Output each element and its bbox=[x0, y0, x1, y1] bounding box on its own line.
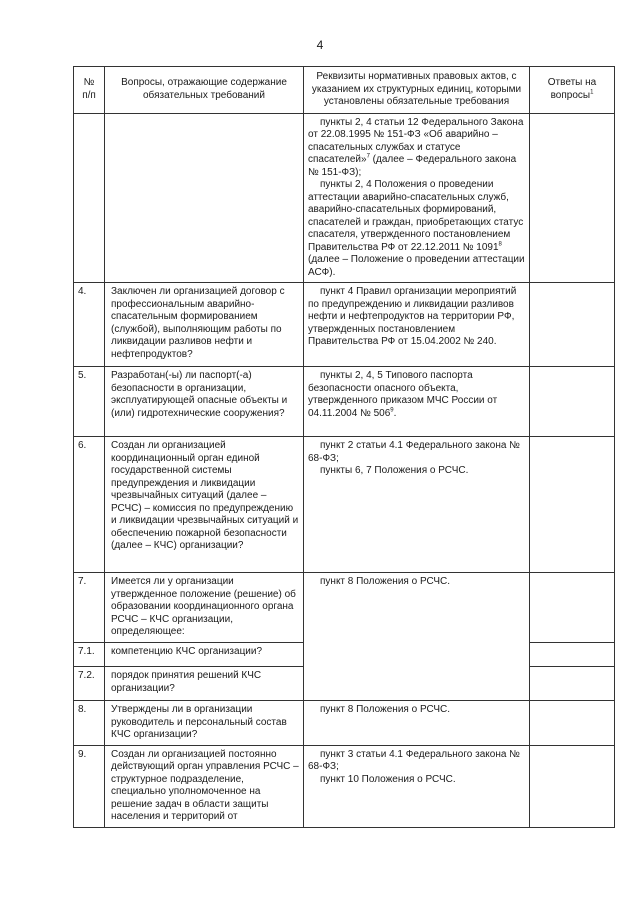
act-reference bbox=[308, 440, 525, 465]
row-number: 8. bbox=[74, 701, 105, 746]
row-number: 7. bbox=[74, 573, 105, 643]
act-text: пункт 4 Правил организации мероприятий по предупреждению и ликвидации разливов нефти и нефтепродуктов на территории РФ, утвержденных постановлением Правительства РФ от 15.04.2002 № 240. bbox=[308, 286, 517, 347]
act-text-tail: . bbox=[393, 407, 397, 419]
act-text: пункт 8 Положения о РСЧС. bbox=[320, 704, 451, 715]
act-reference bbox=[308, 179, 525, 279]
requirements-table bbox=[73, 66, 615, 828]
act-reference bbox=[308, 370, 525, 420]
answer-cell[interactable] bbox=[530, 367, 615, 437]
question-cell: Создан ли организацией координационный орган единой государственной системы предупреждения и ликвидации чрезвычайных ситуаций (далее – РСЧС) – комиссия по предупреждению и ликвидации чрезвычайных ситуаций и обеспечению пожарной безопасности (далее – КЧС) организации? bbox=[105, 437, 304, 573]
table-row bbox=[74, 437, 615, 573]
answer-cell[interactable] bbox=[530, 701, 615, 746]
footnote-mark: 9 bbox=[390, 407, 394, 414]
answer-cell[interactable] bbox=[530, 667, 615, 701]
act-text: пункты 2, 4 Положения о проведении аттестации аварийно-спасательных служб, аварийно-спасательных формирований, спасателей и граждан, приобретающих статус спасателя, утвержденного постановлением Правительства РФ от 22.12.2011 № 1091 bbox=[308, 179, 524, 253]
act-text: пункт 3 статьи 4.1 Федерального закона № 68-ФЗ; bbox=[308, 748, 520, 772]
table-row bbox=[74, 573, 615, 643]
row-number: 5. bbox=[74, 367, 105, 437]
question-cell: компетенцию КЧС организации? bbox=[105, 643, 304, 667]
cell-num bbox=[74, 113, 105, 283]
act-text: пункт 8 Положения о РСЧС. bbox=[320, 576, 451, 587]
acts-cell bbox=[304, 701, 530, 746]
act-text: пункты 2, 4, 5 Типового паспорта безопасности опасного объекта, утвержденного приказом МЧС России от 04.11.2004 № 506 bbox=[308, 370, 498, 419]
question-cell: Имеется ли у организации утвержденное положение (решение) об образовании координационного органа РСЧС – КЧС организации, определяющее: bbox=[105, 573, 304, 643]
table-row-continuation bbox=[74, 113, 615, 283]
answer-cell[interactable] bbox=[530, 283, 615, 367]
header-num-text: № п/п bbox=[82, 77, 96, 101]
table-row bbox=[74, 745, 615, 827]
acts-cell bbox=[304, 437, 530, 573]
act-reference bbox=[308, 465, 525, 478]
cell-acts bbox=[304, 113, 530, 283]
act-reference bbox=[308, 286, 525, 349]
table-row bbox=[74, 367, 615, 437]
answer-cell[interactable] bbox=[530, 437, 615, 573]
acts-cell bbox=[304, 283, 530, 367]
act-reference bbox=[308, 774, 525, 787]
answer-cell[interactable] bbox=[530, 643, 615, 667]
header-num bbox=[74, 67, 105, 114]
act-text: пункт 10 Положения о РСЧС. bbox=[320, 773, 456, 785]
table-row bbox=[74, 283, 615, 367]
question-cell: Заключен ли организацией договор с профессиональным аварийно-спасательным формированием (службой), выполняющим работы по ликвидации разливов нефти и нефтепродуктов? bbox=[105, 283, 304, 367]
footnote-mark: 8 bbox=[498, 241, 502, 248]
act-reference bbox=[308, 704, 525, 717]
row-number: 9. bbox=[74, 745, 105, 827]
question-cell: Разработан(-ы) ли паспорт(-а) безопасности в организации, эксплуатирующей опасные объекты и (или) гидротехнические сооружения? bbox=[105, 367, 304, 437]
act-text: пункт 2 статьи 4.1 Федерального закона № 68-ФЗ; bbox=[308, 440, 520, 464]
table-body bbox=[74, 113, 615, 827]
page-number: 4 bbox=[316, 38, 324, 52]
act-text: пункты 6, 7 Положения о РСЧС. bbox=[320, 465, 469, 476]
acts-cell bbox=[304, 745, 530, 827]
acts-cell bbox=[304, 367, 530, 437]
row-number: 4. bbox=[74, 283, 105, 367]
question-cell: Утверждены ли в организации руководитель и персональный состав КЧС организации? bbox=[105, 701, 304, 746]
act-text-tail: (далее – Положение о проведении аттестации АСФ). bbox=[308, 254, 525, 278]
answer-cell[interactable] bbox=[530, 573, 615, 643]
row-number: 7.2. bbox=[74, 667, 105, 701]
question-cell: порядок принятия решений КЧС организации? bbox=[105, 667, 304, 701]
table-header-row bbox=[74, 67, 615, 114]
acts-cell bbox=[304, 573, 530, 701]
question-cell: Создан ли организацией постоянно действующий орган управления РСЧС – структурное подразделение, специально уполномоченное на решение задач в области защиты населения и территорий от bbox=[105, 745, 304, 827]
header-answers-sup: 1 bbox=[590, 89, 594, 96]
act-reference bbox=[308, 576, 525, 589]
cell-question bbox=[105, 113, 304, 283]
row-number: 6. bbox=[74, 437, 105, 573]
answer-cell[interactable] bbox=[530, 745, 615, 827]
act-reference bbox=[308, 749, 525, 774]
act-text: пункты 2, 4 статьи 12 Федерального Закона от 22.08.1995 № 151-ФЗ «Об аварийно – спасательных службах и статусе спасателей» bbox=[308, 116, 524, 165]
footnote-mark: 7 bbox=[366, 153, 370, 160]
header-acts: Реквизиты нормативных правовых актов, с указанием их структурных единиц, которыми установлены обязательные требования bbox=[304, 67, 530, 114]
header-answers bbox=[530, 67, 615, 114]
header-questions: Вопросы, отражающие содержание обязательных требований bbox=[105, 67, 304, 114]
row-number: 7.1. bbox=[74, 643, 105, 667]
table-row bbox=[74, 701, 615, 746]
cell-answer bbox=[530, 113, 615, 283]
act-text-tail: (далее – Федерального закона № 151-ФЗ); bbox=[308, 154, 517, 178]
header-answers-text: Ответы на вопросы bbox=[547, 77, 597, 101]
act-reference bbox=[308, 117, 525, 180]
